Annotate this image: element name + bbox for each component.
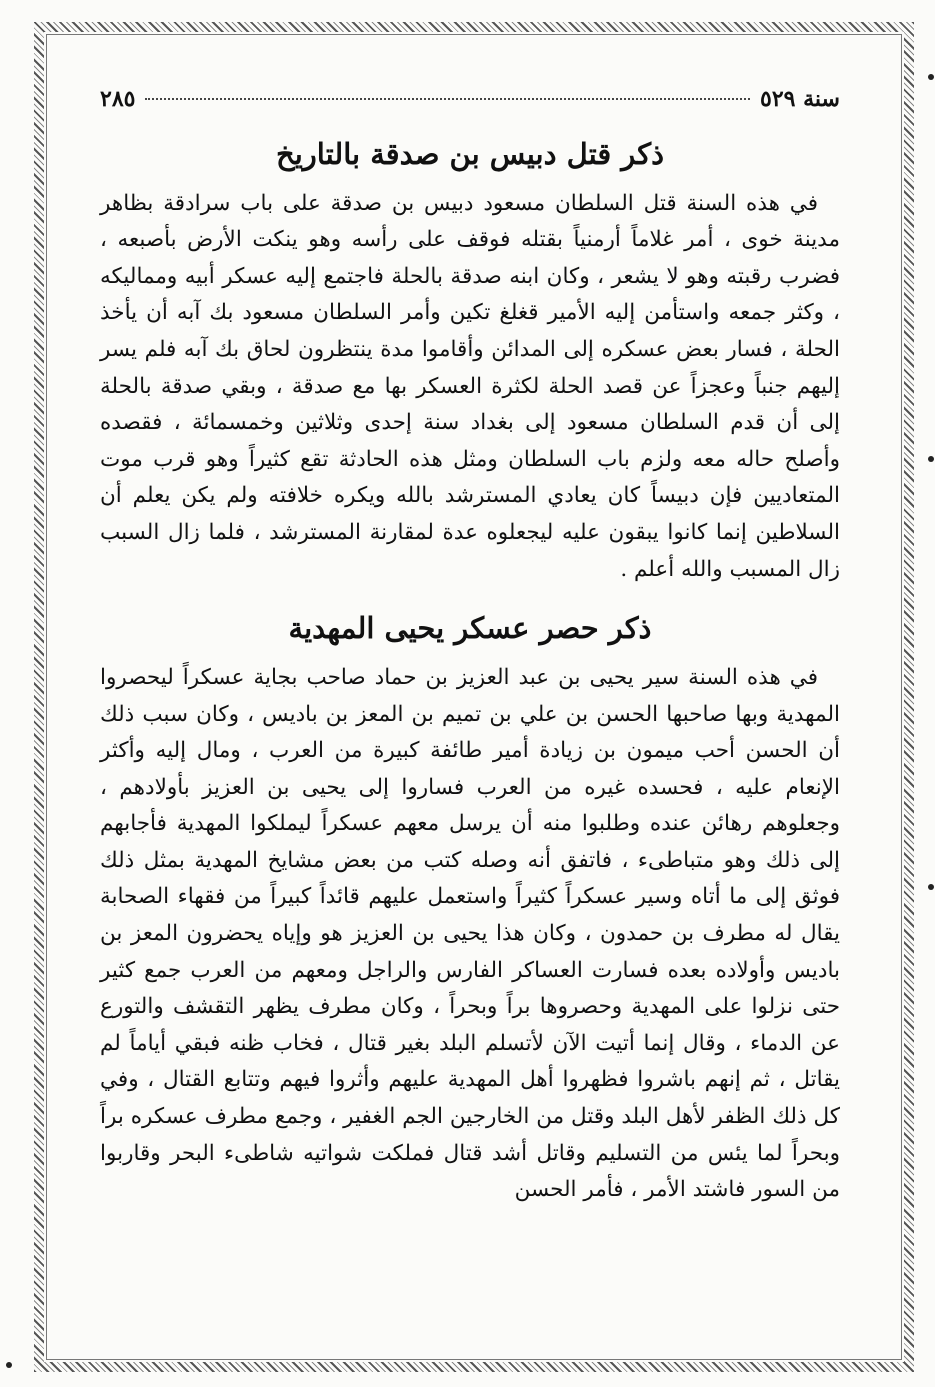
header-dot-leader: [145, 98, 750, 100]
page-content: [100, 86, 840, 1209]
section-paragraph: في هذه السنة قتل السلطان مسعود دبيس بن صدقة على باب سرادقة بظاهر مدينة خوى ، أمر غلاماً أرمنياً بقتله فوقف على رأسه وهو ينكت الأرض بأصبعه ، فضرب رقبته وهو لا يشعر ، وكان ابنه صدقة بالحلة فاجتمع إليه عسكر أبيه ومماليكه ، وكثر جمعه واستأمن إليه الأمير قغلغ تكين وأمر السلطان مسعود بك آبه أن يأخذ الحلة ، فسار بعض عسكره إلى المدائن وأقاموا مدة ينتظرون لحاق بك آبه فلم يسر إليهم جنباً وعجزاً عن قصد الحلة لكثرة العسكر بها مع صدقة ، وبقي صدقة بالحلة إلى أن قدم السلطان مسعود إلى بغداد سنة إحدى وثلاثين وخمسمائة ، فقصده وأصلح حاله معه ولزم باب السلطان ومثل هذه الحادثة تقع كثيراً وهو قرب موت المتعاديين فإن دبيساً كان يعادي المسترشد بالله ويكره خلافته ولم يكن يعلم أن السلاطين إنما كانوا يبقون عليه ليجعلوه عدة لمقارنة المسترشد ، فلما زال السبب زال المسبب والله أعلم .: [100, 190, 840, 582]
section-paragraph: في هذه السنة سير يحيى بن عبد العزيز بن حماد صاحب بجاية عسكراً ليحصروا المهدية وبها صاحبها الحسن بن علي بن تميم بن المعز بن باديس ، وكان سبب ذلك أن الحسن أحب ميمون بن زيادة أمير طائفة كبيرة من العرب ، ومال إليه وأكثر الإنعام عليه ، فحسده غيره من العرب فساروا إلى يحيى بن العزيز بأولادهم ، وجعلوهم رهائن عنده وطلبوا منه أن يرسل معهم عسكراً ليملكوا المهدية فأجابهم إلى ذلك وهو متباطىء ، فاتفق أنه وصله كتب من بعض مشايخ المهدية بمثل ذلك فوثق إلى ما أتاه وسير عسكراً كثيراً واستعمل عليهم قائداً كبيراً من فقهاء الصحابة يقال له مطرف بن حمدون ، وكان هذا يحيى بن العزيز هو وإياه يحضرون المعز بن باديس وأولاده بعده فسارت العساكر الفارس والراجل ومعهم من العرب جمع كثير حتى نزلوا على المهدية وحصروها براً وبحراً ، وكان مطرف يظهر التقشف والتورع عن الدماء ، وقال إنما أتيت الآن لأتسلم البلد بغير قتال ، فخاب ظنه فبقي أياماً لم يقاتل ، ثم إنهم باشروا فظهروا أهل المهدية عليهم وأثروا فيهم وتتابع القتال ، وفي كل ذلك الظفر لأهل البلد وقتل من الخارجين الجم الغفير ، وجمع مطرف عسكره براً وبحراً لما يئس من التسليم وقاتل أشد قتال فملكت شواتيه شاطىء البحر وقاربوا من السور فاشتد الأمر ، فأمر الحسن: [100, 664, 840, 1203]
page-number: ٢٨٥: [100, 86, 136, 112]
section-title: ذكر قتل دبيس بن صدقة بالتاريخ: [275, 137, 665, 171]
running-header: [100, 86, 840, 122]
margin-dot: [928, 456, 934, 462]
margin-dot: [6, 1362, 12, 1368]
header-year: سنة ٥٢٩: [760, 86, 840, 112]
section-title: ذكر حصر عسكر يحيى المهدية: [288, 611, 652, 646]
margin-dot: [928, 884, 934, 890]
margin-dot: [928, 74, 934, 80]
